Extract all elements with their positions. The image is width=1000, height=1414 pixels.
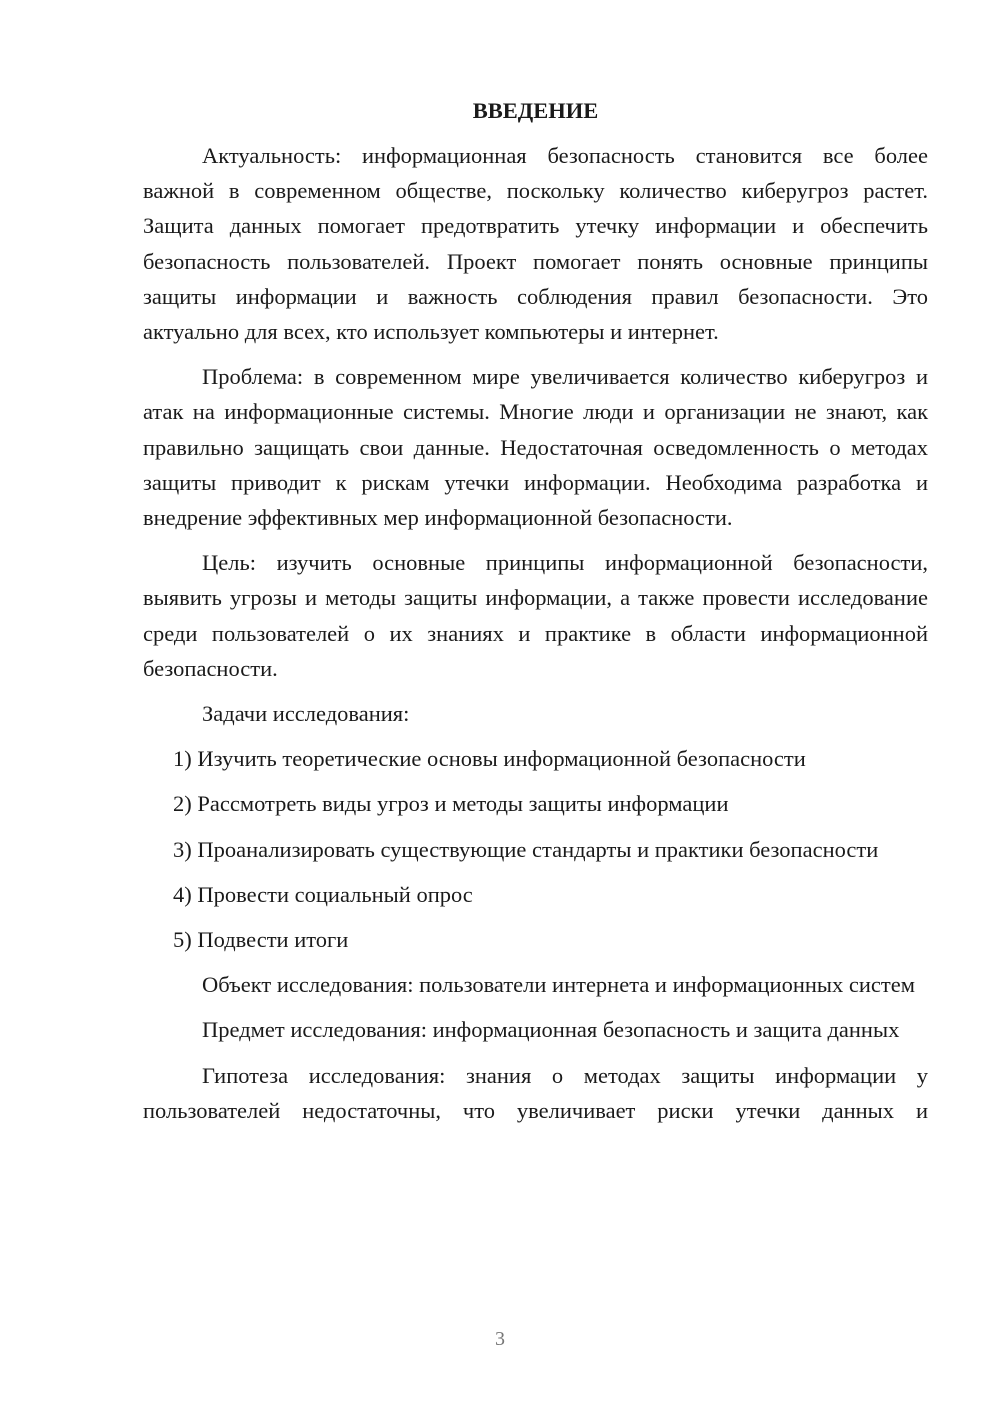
object-paragraph: Объект исследования: пользователи интернета и информационных систем (202, 972, 915, 998)
section-heading: ВВЕДЕНИЕ (472, 98, 599, 123)
task-item-4: 4) Провести социальный опрос (173, 881, 473, 907)
relevance-paragraph: Актуальность: информационная безопасность становится все более важной в современном обществе, поскольку количество киберугроз растет. Защита данных помогает предотвратить утечку информации и обеспечить безопасность пользователей. Проект помогает понять основные принципы защиты информации и важность соблюдения правил безопасности. Это актуально для всех, кто использует компьютеры и интернет. (143, 143, 928, 345)
task-item-3: 3) Проанализировать существующие стандарты и практики безопасности (173, 836, 879, 862)
page-content (143, 93, 928, 1138)
subject-paragraph: Предмет исследования: информационная безопасность и защита данных (202, 1017, 900, 1043)
task-item-5: 5) Подвести итоги (173, 927, 349, 953)
goal-paragraph: Цель: изучить основные принципы информационной безопасности, выявить угрозы и методы защиты информации, а также провести исследование среди пользователей о их знаниях и практике в области информационной безопасности. (143, 550, 928, 681)
task-item-1: 1) Изучить теоретические основы информационной безопасности (173, 746, 806, 772)
hypothesis-paragraph: Гипотеза исследования: знания о методах защиты информации у пользователей недостаточны, что увеличивает риски утечки данных и (143, 1062, 928, 1123)
page-number: 3 (495, 1328, 505, 1350)
task-item-2: 2) Рассмотреть виды угроз и методы защиты информации (173, 791, 729, 817)
problem-paragraph: Проблема: в современном мире увеличивается количество киберугроз и атак на информационные системы. Многие люди и организации не знают, как правильно защищать свои данные. Недостаточная осведомленность о методах защиты приводит к рискам утечки информации. Необходима разработка и внедрение эффективных мер информационной безопасности. (143, 364, 928, 531)
tasks-heading: Задачи исследования: (202, 701, 410, 727)
